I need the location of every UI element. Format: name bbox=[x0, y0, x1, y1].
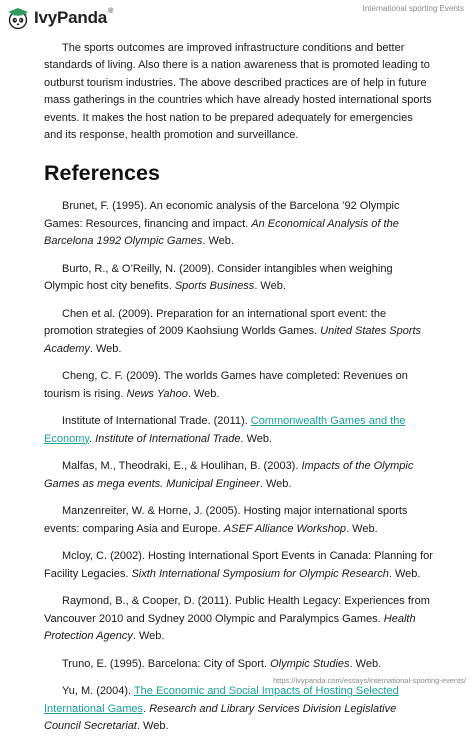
registered-mark: ® bbox=[108, 8, 114, 15]
reference-text: . bbox=[89, 432, 96, 445]
reference-entry bbox=[44, 683, 434, 735]
references-list bbox=[44, 198, 434, 735]
reference-entry bbox=[44, 593, 434, 645]
reference-text: Yu, M. (2004). bbox=[62, 685, 134, 698]
reference-source: Health Protection Agency bbox=[44, 612, 416, 643]
reference-text: . Web. bbox=[254, 280, 286, 293]
brand-name bbox=[34, 8, 113, 28]
reference-text: Manzenreiter, W. & Horne, J. (2005). Hosting major international sports events: comparing Asia and Europe. bbox=[44, 505, 408, 535]
reference-source: Sixth International Symposium for Olympic Research bbox=[131, 567, 389, 580]
reference-text: Truno, E. (1995). Barcelona: City of Sport. bbox=[62, 657, 271, 670]
reference-link[interactable]: Commonwealth Games and the Economy bbox=[44, 415, 406, 445]
reference-entry bbox=[44, 548, 434, 583]
document-title: International sporting Events bbox=[362, 4, 464, 13]
reference-link[interactable]: The Economic and Social Impacts of Hosting Selected International Games bbox=[44, 685, 399, 715]
reference-text: Burto, R., & O’Reilly, N. (2009). Consider intangibles when weighing Olympic host city benefits. bbox=[44, 262, 393, 293]
reference-source: An Economical Analysis of the Barcelona 1992 Olympic Games bbox=[44, 217, 399, 248]
reference-text: . Web. bbox=[136, 720, 169, 733]
footer-url[interactable]: https://ivypanda.com/essays/international-sporting-events/ bbox=[272, 676, 466, 685]
reference-source: Institute of International Trade bbox=[95, 432, 241, 445]
reference-text: . Web. bbox=[202, 235, 234, 248]
panda-graduation-cap-icon bbox=[6, 6, 30, 30]
references-heading: References bbox=[44, 161, 160, 186]
reference-entry bbox=[44, 198, 434, 250]
reference-text: . Web. bbox=[388, 567, 421, 580]
reference-entry bbox=[44, 503, 434, 538]
reference-entry bbox=[44, 458, 434, 493]
reference-entry bbox=[44, 261, 434, 296]
reference-text: . Web. bbox=[259, 477, 292, 490]
reference-text: Brunet, F. (1995). An economic analysis of the Barcelona ’92 Olympic Games: Resources, financing and impact. bbox=[44, 200, 400, 230]
reference-source: News Yahoo bbox=[126, 387, 188, 400]
reference-text: . Web. bbox=[349, 657, 382, 670]
reference-text: Mcloy, C. (2002). Hosting International Sport Events in Canada: Planning for Facility Legacies. bbox=[44, 550, 433, 580]
reference-source: Research and Library Services Division Legislative Council Secretariat bbox=[44, 702, 397, 733]
reference-text: Raymond, B., & Cooper, D. (2011). Public Health Legacy: Experiences from Vancouver 2010 and Sydney 2000 Olympic and Paralympics Games. bbox=[44, 595, 430, 625]
reference-source: ASEF Alliance Workshop bbox=[223, 522, 347, 535]
reference-text: . Web. bbox=[132, 630, 165, 643]
reference-text: . bbox=[143, 702, 150, 715]
page-header bbox=[0, 0, 474, 34]
reference-entry bbox=[44, 368, 434, 403]
reference-text: . Web. bbox=[240, 432, 273, 445]
reference-source: United States Sports Academy bbox=[44, 325, 422, 355]
document-body bbox=[44, 40, 434, 746]
ivypanda-logo[interactable] bbox=[6, 6, 113, 30]
reference-source: Olympic Studies bbox=[270, 657, 350, 670]
reference-source: Sports Business bbox=[174, 280, 255, 293]
reference-text: . Web. bbox=[187, 387, 220, 400]
reference-text: . Web. bbox=[89, 342, 122, 355]
reference-text: Institute of International Trade. (2011). bbox=[62, 415, 251, 428]
reference-entry bbox=[44, 306, 434, 358]
reference-text: Chen et al. (2009). Preparation for an international sport event: the promotion strategies of 2009 Kaohsiung Worlds Games. bbox=[44, 307, 387, 338]
reference-entry bbox=[44, 656, 434, 673]
reference-text: . Web. bbox=[346, 522, 378, 535]
reference-text: Malfas, M., Theodraki, E., & Houlihan, B. (2003). bbox=[62, 460, 302, 473]
intro-paragraph: The sports outcomes are improved infrastructure conditions and better standards of living. Also there is a nation awareness that is promoted leading to outburst tourism industries. The above described practices are of help in future mass gatherings in the countries which have already hosted international sports events. It makes the host nation to be prepared adequately for emergencies and its response, health promotion and surveillance. bbox=[44, 42, 432, 142]
reference-text: Cheng, C. F. (2009). The worlds Games have completed: Revenues on tourism is rising. bbox=[44, 370, 408, 400]
reference-source: Impacts of the Olympic Games as mega events. Municipal Engineer bbox=[44, 460, 414, 490]
brand-text: IvyPanda bbox=[34, 8, 108, 27]
reference-entry bbox=[44, 413, 434, 448]
